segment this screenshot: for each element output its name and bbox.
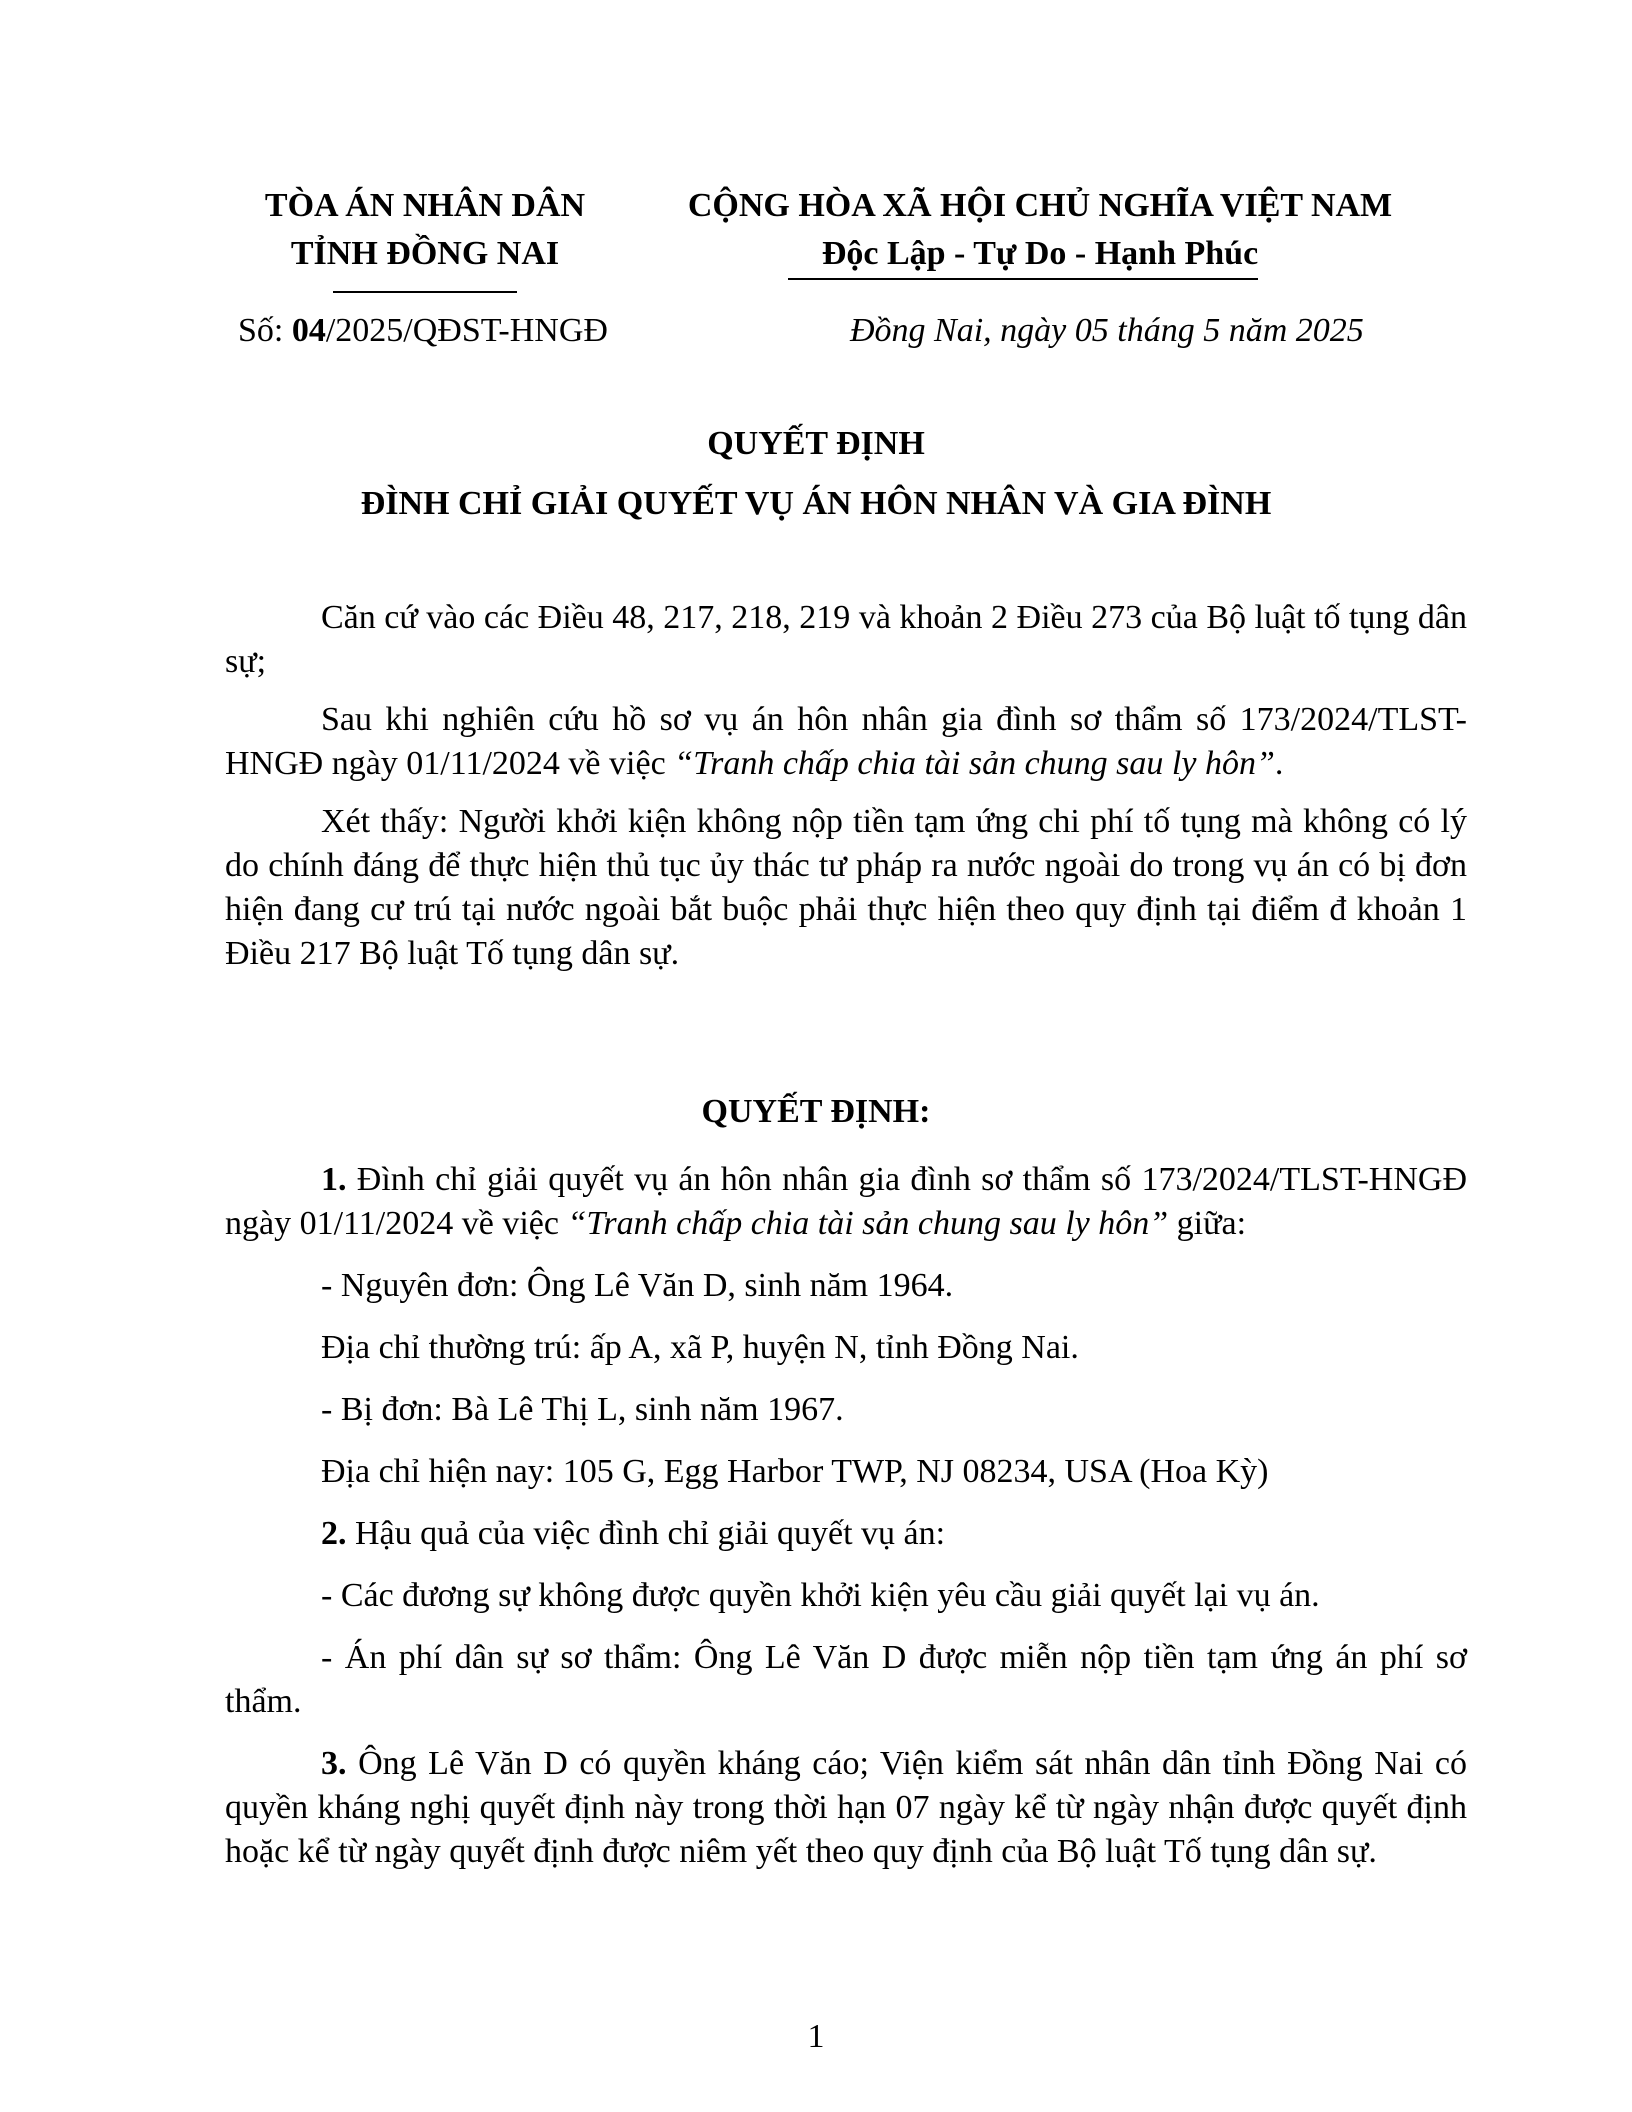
page-number: 1 [807, 2018, 825, 2055]
document-title: QUYẾT ĐỊNH [707, 425, 925, 462]
item-1-number: 1. [321, 1161, 347, 1198]
preamble-case-review [225, 698, 1467, 786]
court-underline [333, 291, 517, 293]
decision-items [225, 1158, 1467, 1874]
decision-heading: QUYẾT ĐỊNH: [701, 1093, 931, 1130]
item-1 [225, 1158, 1467, 1246]
document-number [238, 312, 608, 350]
item-3 [225, 1742, 1467, 1874]
item-1-end: giữa: [1168, 1205, 1247, 1242]
item-2-consequence-a: - Các đương sự không được quyền khởi kiện yêu cầu giải quyết lại vụ án. [321, 1577, 1320, 1614]
item-2-consequence-b: - Án phí dân sự sơ thẩm: Ông Lê Văn D được miễn nộp tiền tạm ứng án phí sơ thẩm. [225, 1639, 1467, 1720]
item-2-number: 2. [321, 1515, 347, 1552]
plaintiff-address: Địa chỉ thường trú: ấp A, xã P, huyện N, tỉnh Đồng Nai. [321, 1329, 1079, 1366]
preamble [225, 596, 1467, 976]
court-name-line1: TÒA ÁN NHÂN DÂN [264, 187, 586, 224]
item-1-text: Đình chỉ giải quyết vụ án hôn nhân gia đình sơ thẩm số 173/2024/TLST-HNGĐ ngày 01/11/2024 về việc [225, 1161, 1467, 1242]
preamble-legal-basis: Căn cứ vào các Điều 48, 217, 218, 219 và khoản 2 Điều 273 của Bộ luật tố tụng dân sự; [225, 599, 1467, 680]
item-2-text: Hậu quả của việc đình chỉ giải quyết vụ án: [346, 1515, 946, 1552]
motto-underline [788, 278, 1258, 280]
preamble-finding: Xét thấy: Người khởi kiện không nộp tiền tạm ứng chi phí tố tụng mà không có lý do chính đáng để thực hiện thủ tục ủy thác tư pháp ra nước ngoài do trong vụ án có bị đơn hiện đang cư trú tại nước ngoài bắt buộc phải thực hiện theo quy định tại điểm đ khoản 1 Điều 217 Bộ luật Tố tụng dân sự. [225, 803, 1467, 972]
case-review-end: . [1274, 745, 1284, 782]
defendant: - Bị đơn: Bà Lê Thị L, sinh năm 1967. [321, 1391, 844, 1428]
item-3-text: Ông Lê Văn D có quyền kháng cáo; Viện kiểm sát nhân dân tỉnh Đồng Nai có quyền kháng nghị quyết định này trong thời hạn 07 ngày kể từ ngày nhận được quyết định hoặc kể từ ngày quyết định được niêm yết theo quy định của Bộ luật Tố tụng dân sự. [225, 1745, 1467, 1870]
defendant-address: Địa chỉ hiện nay: 105 G, Egg Harbor TWP, NJ 08234, USA (Hoa Kỳ) [321, 1453, 1269, 1490]
court-name-line2: TỈNH ĐỒNG NAI [290, 235, 560, 272]
issue-date: Đồng Nai, ngày 05 tháng 5 năm 2025 [850, 312, 1364, 349]
national-motto: Độc Lập - Tự Do - Hạnh Phúc [821, 235, 1259, 272]
item-2 [225, 1512, 1467, 1556]
country-name: CỘNG HÒA XÃ HỘI CHỦ NGHĨA VIỆT NAM [687, 187, 1393, 224]
plaintiff: - Nguyên đơn: Ông Lê Văn D, sinh năm 1964. [321, 1267, 954, 1304]
item-3-number: 3. [321, 1745, 347, 1782]
document-number-suffix: /2025/QĐST-HNGĐ [325, 312, 608, 349]
document-subtitle: ĐÌNH CHỈ GIẢI QUYẾT VỤ ÁN HÔN NHÂN VÀ GIA ĐÌNH [360, 485, 1272, 522]
document-number-value: 04 [291, 312, 326, 349]
case-review-subject: “Tranh chấp chia tài sản chung sau ly hôn” [674, 745, 1275, 782]
document-number-prefix: Số: [238, 312, 292, 349]
case-review-text: Sau khi nghiên cứu hồ sơ vụ án hôn nhân gia đình sơ thẩm số 173/2024/TLST-HNGĐ ngày 01/11/2024 về việc [225, 701, 1467, 782]
item-1-subject: “Tranh chấp chia tài sản chung sau ly hôn” [567, 1205, 1169, 1242]
